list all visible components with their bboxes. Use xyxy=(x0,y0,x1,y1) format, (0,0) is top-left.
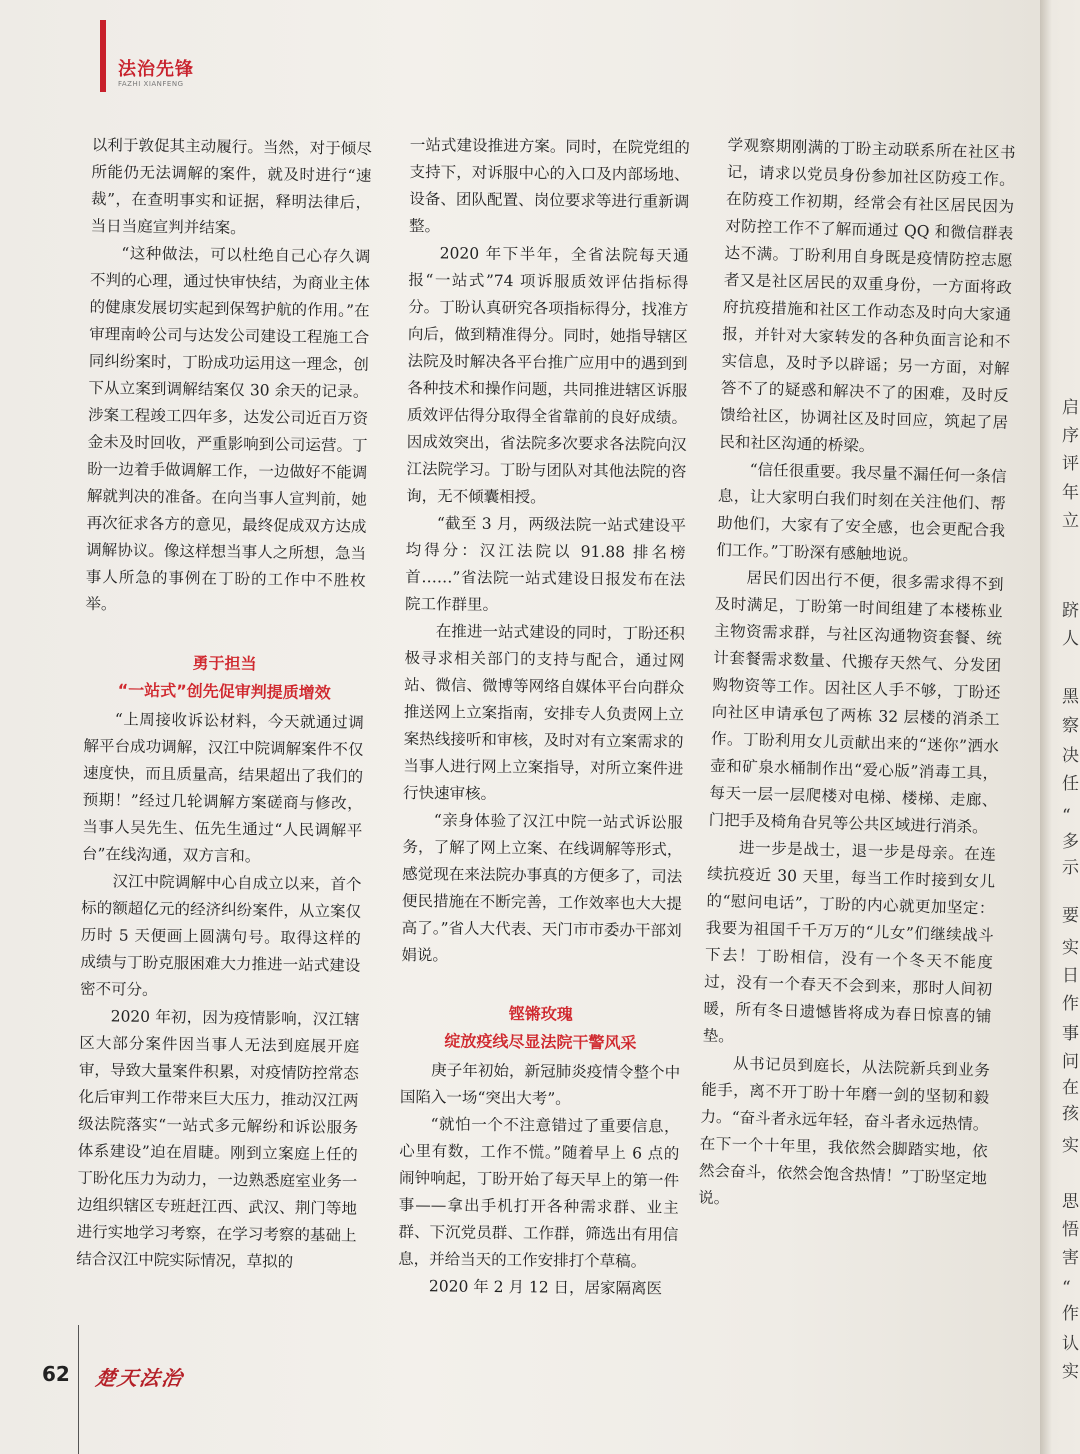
paragraph: 在推进一站式建设的同时，丁盼还积极寻求相关部门的支持与配合，通过网站、微信、微博等网络自媒体平台向群众推送网上立案指南，安排专人负责网上立案热线接听和审核，及时对有立案需求的当事人进行网上立案指导，对所立案件进行快速审核。 xyxy=(402,622,685,803)
section-accent-bar xyxy=(100,20,106,92)
edge-char: 实 xyxy=(1062,938,1079,958)
edge-char: “ xyxy=(1062,1278,1071,1298)
paragraph: 2020 年下半年，全省法院每天通报“一站式”74 项诉服质效评估指标得分。丁盼认真研究各项指标得分，找准方向后，做到精准得分。同时，她指导辖区法院及时解决各平台推广应用中的遇到到各种技术和操作问题，共同推进辖区诉服质效评估得分取得全省靠前的良好成绩。因成效突出，省法院多次要求各法院向汉江法院学习。丁盼与团队对其他法院的咨询，无不倾囊相授。 xyxy=(406,244,689,507)
paragraph: “这种做法，可以杜绝自己心存久调不判的心理，通过快审快结，为商业主体的健康发展切实起到保驾护航的作用。”在审理南岭公司与达发公司建设工程施工合同纠纷案时，丁盼成功运用这一理念，创下从立案到调解结案仅 30 余天的记录。涉案工程竣工四年多，达发公司近百万资金未及时回收，严重影响到公司运营。丁盼一边着手做调解工作，一边做好不能调解就判决的准备。在向当事人宣判前，她再次征求各方的意见，最终促成双方达成调解协议。像这样想当事人之所想，急当事人所急的事例在丁盼的工作中不胜枚举。 xyxy=(85,244,371,614)
edge-char: 作 xyxy=(1062,1304,1079,1324)
edge-char: 在 xyxy=(1062,1078,1079,1098)
paragraph: “亲身体验了汉江中院一站式诉讼服务，了解了网上立案、在线调解等形式，感觉现在来法院办事真的方便多了，司法便民措施在不断完善，工作效率也大大提高了。”省人大代表、天门市市委办干部刘娟说。 xyxy=(401,811,683,965)
section-title: 法治先锋 xyxy=(118,59,194,80)
edge-char: 察 xyxy=(1062,716,1079,736)
adjacent-page-edge xyxy=(1040,0,1080,1454)
paragraph: “信任很重要。我尽量不漏任何一条信息，让大家明白我们时刻在关注他们、帮助他们，大家有了安全感，也会更配合我们工作。”丁盼深有感触地说。 xyxy=(716,460,1007,565)
edge-char: 立 xyxy=(1062,511,1079,531)
paragraph: 2020 年初，因为疫情影响，汉江辖区大部分案件因当事人无法到庭展开庭审，导致大量案件积累，对疫情防控常态化后审判工作带来巨大压力，推动汉江两级法院落实“一站式多元解纷和诉讼服务体系建设”迫在眉睫。刚到立案庭上任的丁盼化压力为动力，一边熟悉庭室业务一边组织辖区专班赶江西、武汉、荆门等地进行实地学习考察，在学习考察的基础上结合汉江中院实际情况，草拟的 xyxy=(76,1007,360,1271)
subheading xyxy=(400,999,681,1058)
edge-char: 悟 xyxy=(1062,1220,1079,1240)
paragraph: 学观察期刚满的丁盼主动联系所在社区书记，请求以党员身份参加社区防疫工作。在防疫工作初期，经常会有社区居民因为对防控工作不了解而通过 QQ 和微信群表达不满。丁盼利用自身既是疫情防控志愿者又是社区居民的双重身份，一方面将政府抗疫措施和社区工作动态及时向大家通报，并针对大家转发的各种负面言论和不实信息，及时予以辟谣；另一方面，对解答不了的疑惑和解决不了的困难，及时反馈给社区，协调社区及时回应，筑起了居民和社区沟通的桥梁。 xyxy=(719,135,1016,456)
article-column-3 xyxy=(693,132,1016,1380)
edge-char: 问 xyxy=(1062,1052,1079,1072)
edge-char: 日 xyxy=(1062,966,1079,986)
paragraph: 进一步是战士，退一步是母亲。在连续抗疫近 30 天里，每当工作时接到女儿的“慰问电话”，丁盼的内心就更加坚定：我要为祖国千千万万的“儿女”们继续战斗下去！丁盼相信，没有一个冬天不能度过，没有一个春天不会到来，那时人间初暖，所有冬日遗憾皆将成为春日惊喜的铺垫。 xyxy=(702,838,997,1046)
edge-char: 事 xyxy=(1062,1024,1079,1044)
edge-char: 实 xyxy=(1062,1136,1079,1156)
magazine-logo: 楚天法治 xyxy=(93,1366,186,1390)
subheading xyxy=(84,648,365,708)
edge-char: 跻 xyxy=(1062,601,1079,621)
subheading-line1: 勇于担当 xyxy=(192,653,257,674)
edge-char: 示 xyxy=(1062,858,1079,878)
edge-char: 实 xyxy=(1062,1362,1079,1382)
section-subtitle: FAZHI XIANFENG xyxy=(118,80,184,88)
paragraph: 从书记员到庭长，从法院新兵到业务能手，离不开丁盼十年磨一剑的坚韧和毅力。“奋斗者永远年轻，奋斗者永远热情。在下一个十年里，我依然会脚踏实地，依然会奋斗，依然会饱含热情！”丁盼坚定地说。 xyxy=(697,1054,991,1208)
paragraph: 汉江中院调解中心自成立以来，首个标的额超亿元的经济纠纷案件，从立案仅历时 5 天便画上圆满句号。取得这样的成绩与丁盼克服困难大力推进一站式建设密不可分。 xyxy=(79,872,362,999)
edge-char: 多 xyxy=(1062,832,1079,852)
edge-char: 作 xyxy=(1062,994,1079,1014)
edge-char: 认 xyxy=(1062,1334,1079,1354)
subheading-line2: 绽放疫线尽显法院干警风采 xyxy=(444,1031,637,1053)
paragraph: 一站式建设推进方案。同时，在院党组的支持下，对诉服中心的入口及内部场地、设备、团队配置、岗位要求等进行重新调整。 xyxy=(408,135,690,236)
edge-char: 序 xyxy=(1062,426,1079,446)
footer-divider xyxy=(78,1325,79,1454)
paragraph: 庚子年初始，新冠肺炎疫情令整个中国陷入一场“突出大考”。 xyxy=(399,1061,681,1108)
edge-char: 要 xyxy=(1062,906,1079,926)
paragraph: 2020 年 2 月 12 日，居家隔离医 xyxy=(428,1277,663,1298)
edge-char: 年 xyxy=(1062,483,1079,503)
subheading-line1: 铿锵玫瑰 xyxy=(508,1004,573,1024)
paragraph: “就怕一个不注意错过了重要信息，心里有数，工作不慌。”随着早上 6 点的闹钟响起，丁盼开始了每天早上的第一件事——拿出手机打开各种需求群、业主群、下沉党员群、工作群，筛选出有用信息，并给当天的工作安排打个草稿。 xyxy=(398,1115,680,1271)
edge-char: 任 xyxy=(1062,774,1079,794)
subheading-line2: “一站式”创先促审判提质增效 xyxy=(117,680,331,703)
edge-char: 思 xyxy=(1062,1192,1079,1212)
edge-char: 孩 xyxy=(1062,1104,1079,1124)
edge-char: 决 xyxy=(1062,746,1079,766)
edge-char: 评 xyxy=(1062,454,1079,474)
page-number: 62 xyxy=(42,1362,70,1386)
edge-char: 害 xyxy=(1062,1248,1079,1268)
edge-char: 启 xyxy=(1062,398,1079,418)
paragraph: 以利于敦促其主动履行。当然，对于倾尽所能仍无法调解的案件，就及时进行“速裁”，在查明事实和证据，释明法律后，当日当庭宣判并结案。 xyxy=(90,135,372,238)
paragraph: “上周接收诉讼材料，今天就通过调解平台成功调解，汉江中院调解案件不仅速度快，而且质量高，结果超出了我们的预期！”经过几轮调解方案磋商与修改，当事人吴先生、伍先生通过“人民调解平台”在线沟通，双方言和。 xyxy=(81,710,364,866)
article-column-2 xyxy=(397,132,690,1375)
edge-char: “ xyxy=(1062,806,1071,826)
paragraph: “截至 3 月，两级法院一站式建设平均得分：汉江法院以 91.88 排名榜首……”省法院一站式建设日报发布在法院工作群里。 xyxy=(404,514,686,614)
edge-char: 黑 xyxy=(1062,687,1079,707)
edge-char: 人 xyxy=(1062,629,1079,649)
paragraph: 居民们因出行不便，很多需求得不到及时满足，丁盼第一时间组建了本楼栋业主物资需求群，与社区沟通物资套餐、统计套餐需求数量、代搬存天然气、分发团购物资等工作。因社区人手不够，丁盼还向社区申请承包了两栋 32 层楼的消杀工作。丁盼利用女儿贡献出来的“迷你”洒水壶和矿泉水桶制作出“爱心版”消毒工具，每天一层一层爬楼对电梯、楼梯、走廊、门把手及椅角旮旯等公共区域进行消杀。 xyxy=(708,568,1004,837)
article-column-1 xyxy=(75,132,372,1376)
